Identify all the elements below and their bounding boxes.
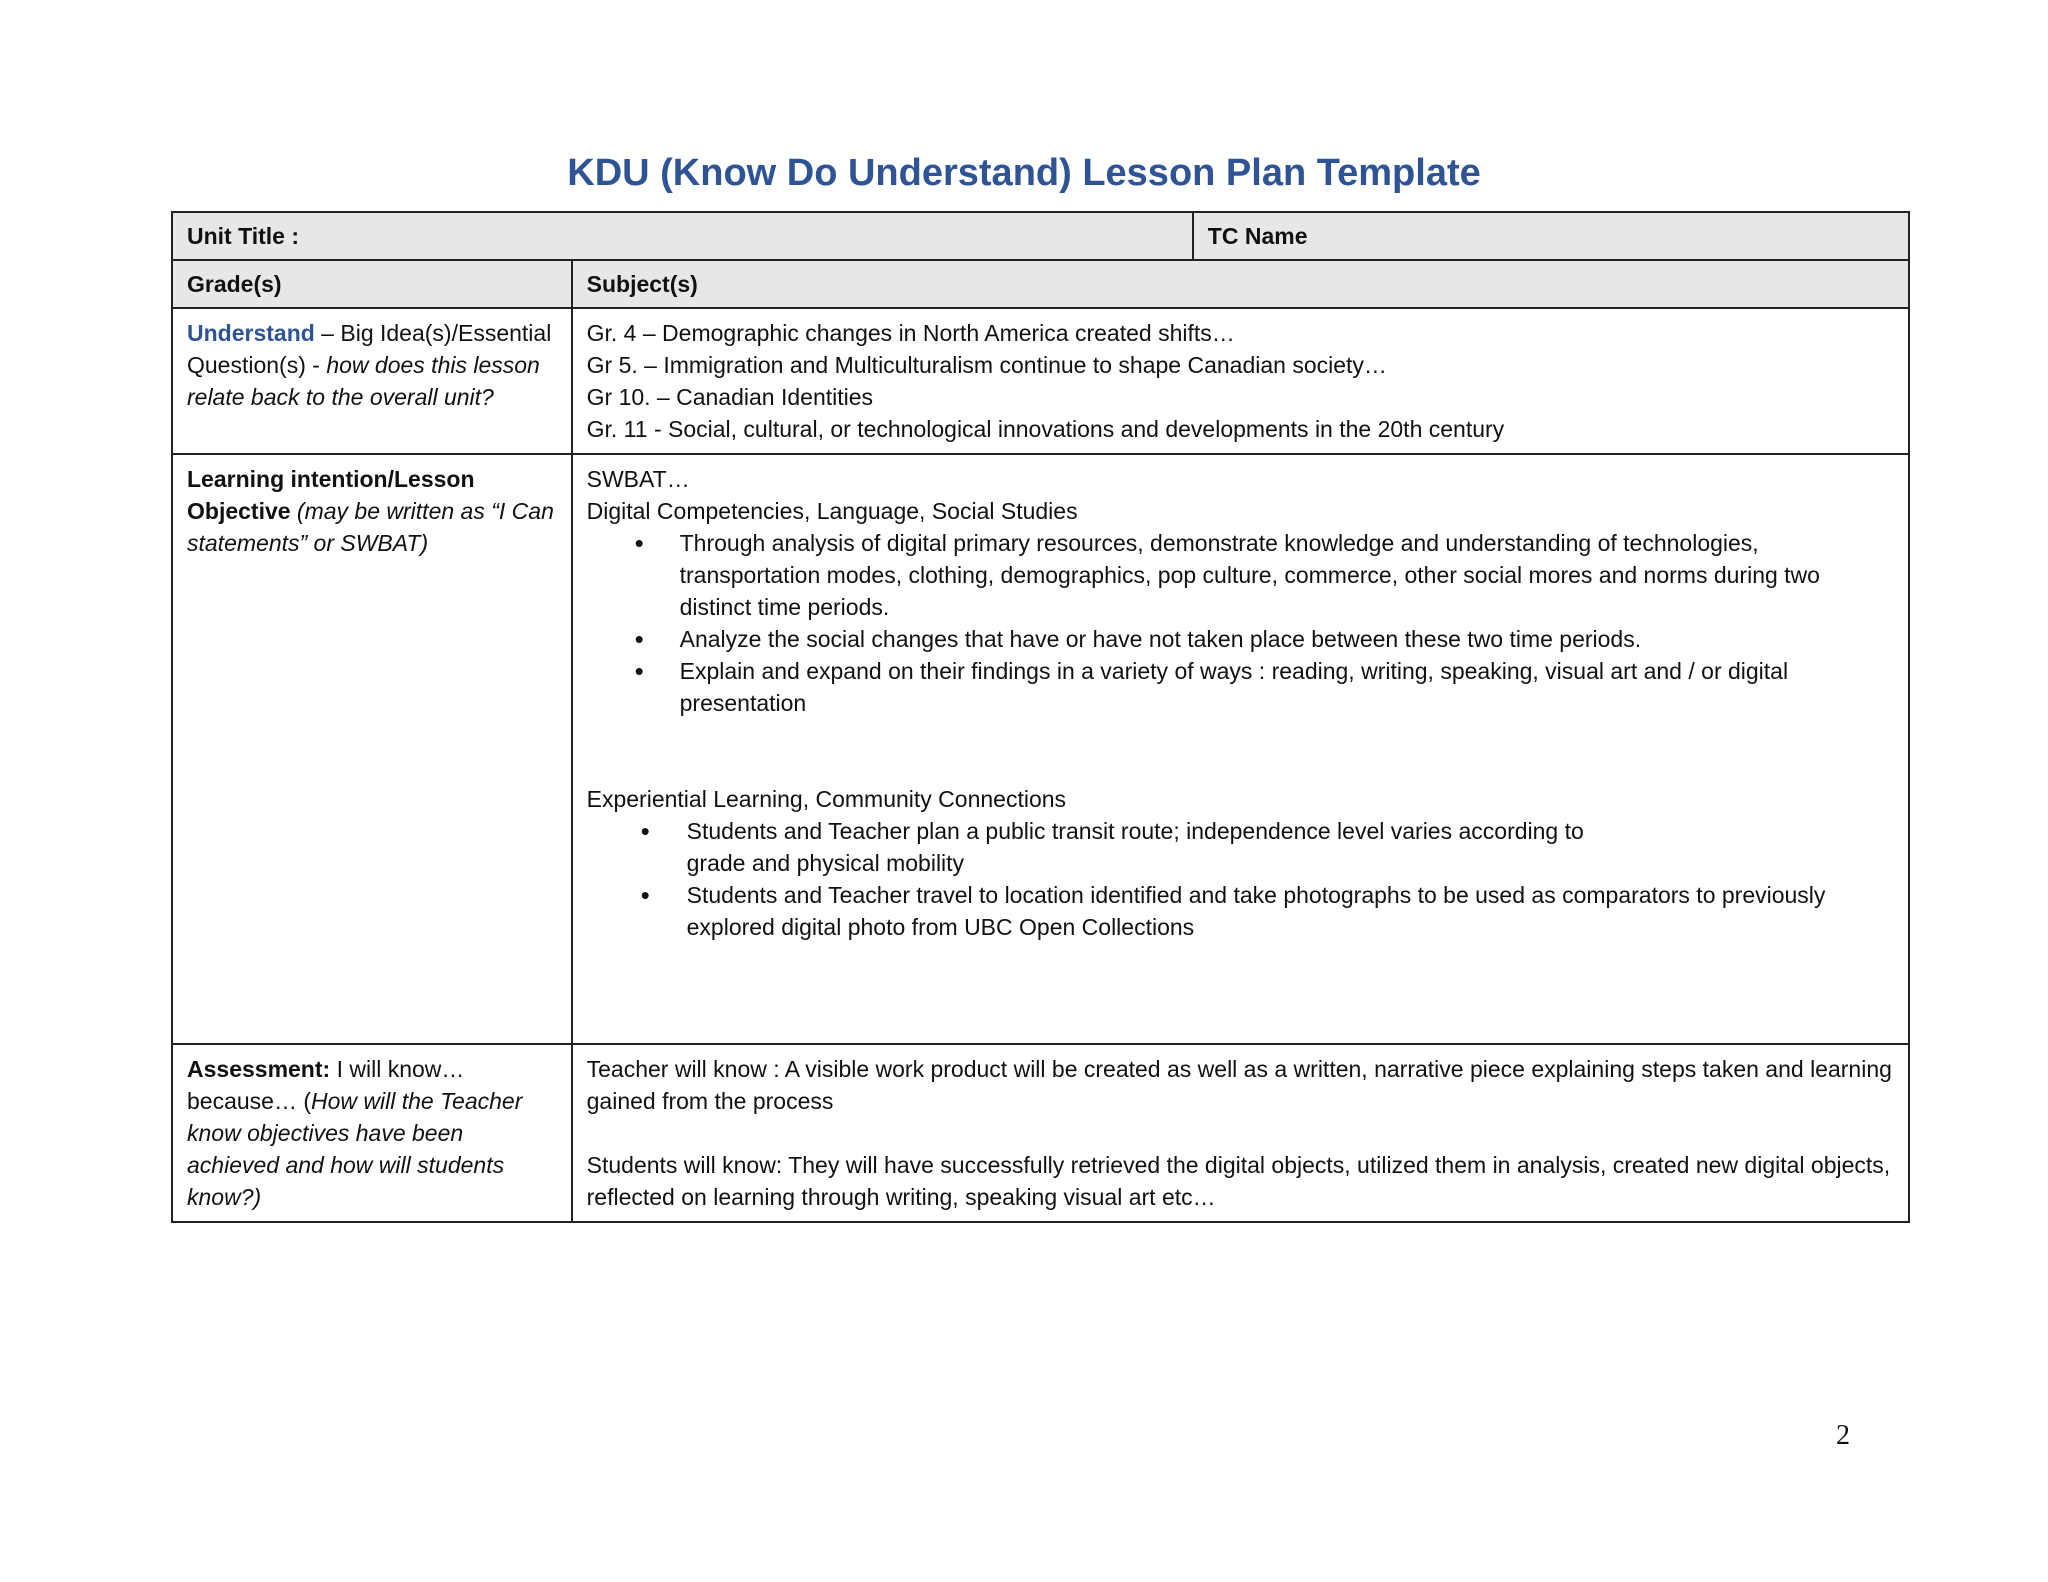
learning-content-cell: [572, 454, 1909, 1044]
list-item: • Students and Teacher plan a public transit route; independence level varies according to grade and physical mobility: [587, 815, 1644, 879]
learning-bullet-list: [587, 815, 1894, 879]
assessment-label-rest: I will know… because… (: [187, 1056, 465, 1114]
unit-title-row: [172, 212, 1909, 260]
understand-line: Gr. 4 – Demographic changes in North America created shifts…: [586, 320, 1235, 346]
students-will-know-text: Students will know: They will have successfully retrieved the digital objects, utilized them in analysis, created new digital objects, reflected on learning through writing, speaking visual art etc…: [586, 1152, 1891, 1210]
learning-bullet-list: [587, 879, 1894, 943]
tc-name-cell: [1193, 212, 1909, 260]
grade-subject-row: [172, 260, 1909, 308]
list-item: • Through analysis of digital primary resources, demonstrate knowledge and understanding of technologies, transportation modes, clothing, demographics, pop culture, commerce, other social mores and norms during two distinct time periods.: [587, 527, 1894, 623]
understand-label-italic: how does this lesson relate back to the overall unit?: [187, 352, 540, 410]
grades-cell: [172, 260, 572, 308]
list-item: • Analyze the social changes that have or have not taken place between these two time periods.: [587, 623, 1894, 655]
understand-label: Understand: [187, 320, 315, 346]
unit-title-label: Unit Title :: [187, 223, 300, 249]
list-item: • Explain and expand on their findings in a variety of ways : reading, writing, speaking, visual art and / or digital presentation: [587, 655, 1894, 719]
swbat-text: SWBAT…: [586, 466, 690, 492]
tc-name-label: TC Name: [1207, 223, 1308, 249]
page-number: 2: [1836, 1420, 1850, 1451]
lesson-plan-table: [171, 211, 1910, 1223]
teacher-will-know-text: Teacher will know : A visible work product will be created as well as a written, narrative piece explaining steps taken and learning gained from the process: [586, 1056, 1892, 1114]
learning-section-heading: Experiential Learning, Community Connections: [586, 786, 1067, 812]
understand-label-rest: – Big Idea(s)/Essential Question(s) -: [187, 320, 552, 378]
subjects-cell: [572, 260, 1909, 308]
list-item: • Students and Teacher travel to location identified and take photographs to be used as comparators to previously explored digital photo from UBC Open Collections: [587, 879, 1894, 943]
subjects-label: Subject(s): [586, 271, 698, 297]
understand-line: Gr 10. – Canadian Identities: [586, 384, 874, 410]
assessment-label-cell: [172, 1044, 572, 1222]
assessment-row: [172, 1044, 1909, 1222]
learning-label-italic: (may be written as “I Can statements” or SWBAT): [187, 498, 554, 556]
understand-line: Gr 5. – Immigration and Multiculturalism continue to shape Canadian society…: [586, 352, 1387, 378]
page-title: KDU (Know Do Understand) Lesson Plan Template: [567, 152, 1481, 194]
understand-row: [172, 308, 1909, 454]
understand-content-cell: [572, 308, 1909, 454]
understand-label-cell: [172, 308, 572, 454]
grades-label: Grade(s): [187, 271, 282, 297]
assessment-label: Assessment:: [187, 1056, 331, 1082]
learning-bullet-list: [587, 527, 1894, 719]
assessment-content-cell: [572, 1044, 1909, 1222]
understand-line: Gr. 11 - Social, cultural, or technological innovations and developments in the 20th century: [586, 416, 1505, 442]
learning-label-cell: [172, 454, 572, 1044]
assessment-label-italic: How will the Teacher know objectives have been achieved and how will students know?): [187, 1088, 523, 1210]
learning-row: [172, 454, 1909, 1044]
learning-label: Learning intention/Lesson Objective: [187, 466, 475, 524]
unit-title-cell: [172, 212, 1193, 260]
learning-section-heading: Digital Competencies, Language, Social Studies: [586, 498, 1078, 524]
